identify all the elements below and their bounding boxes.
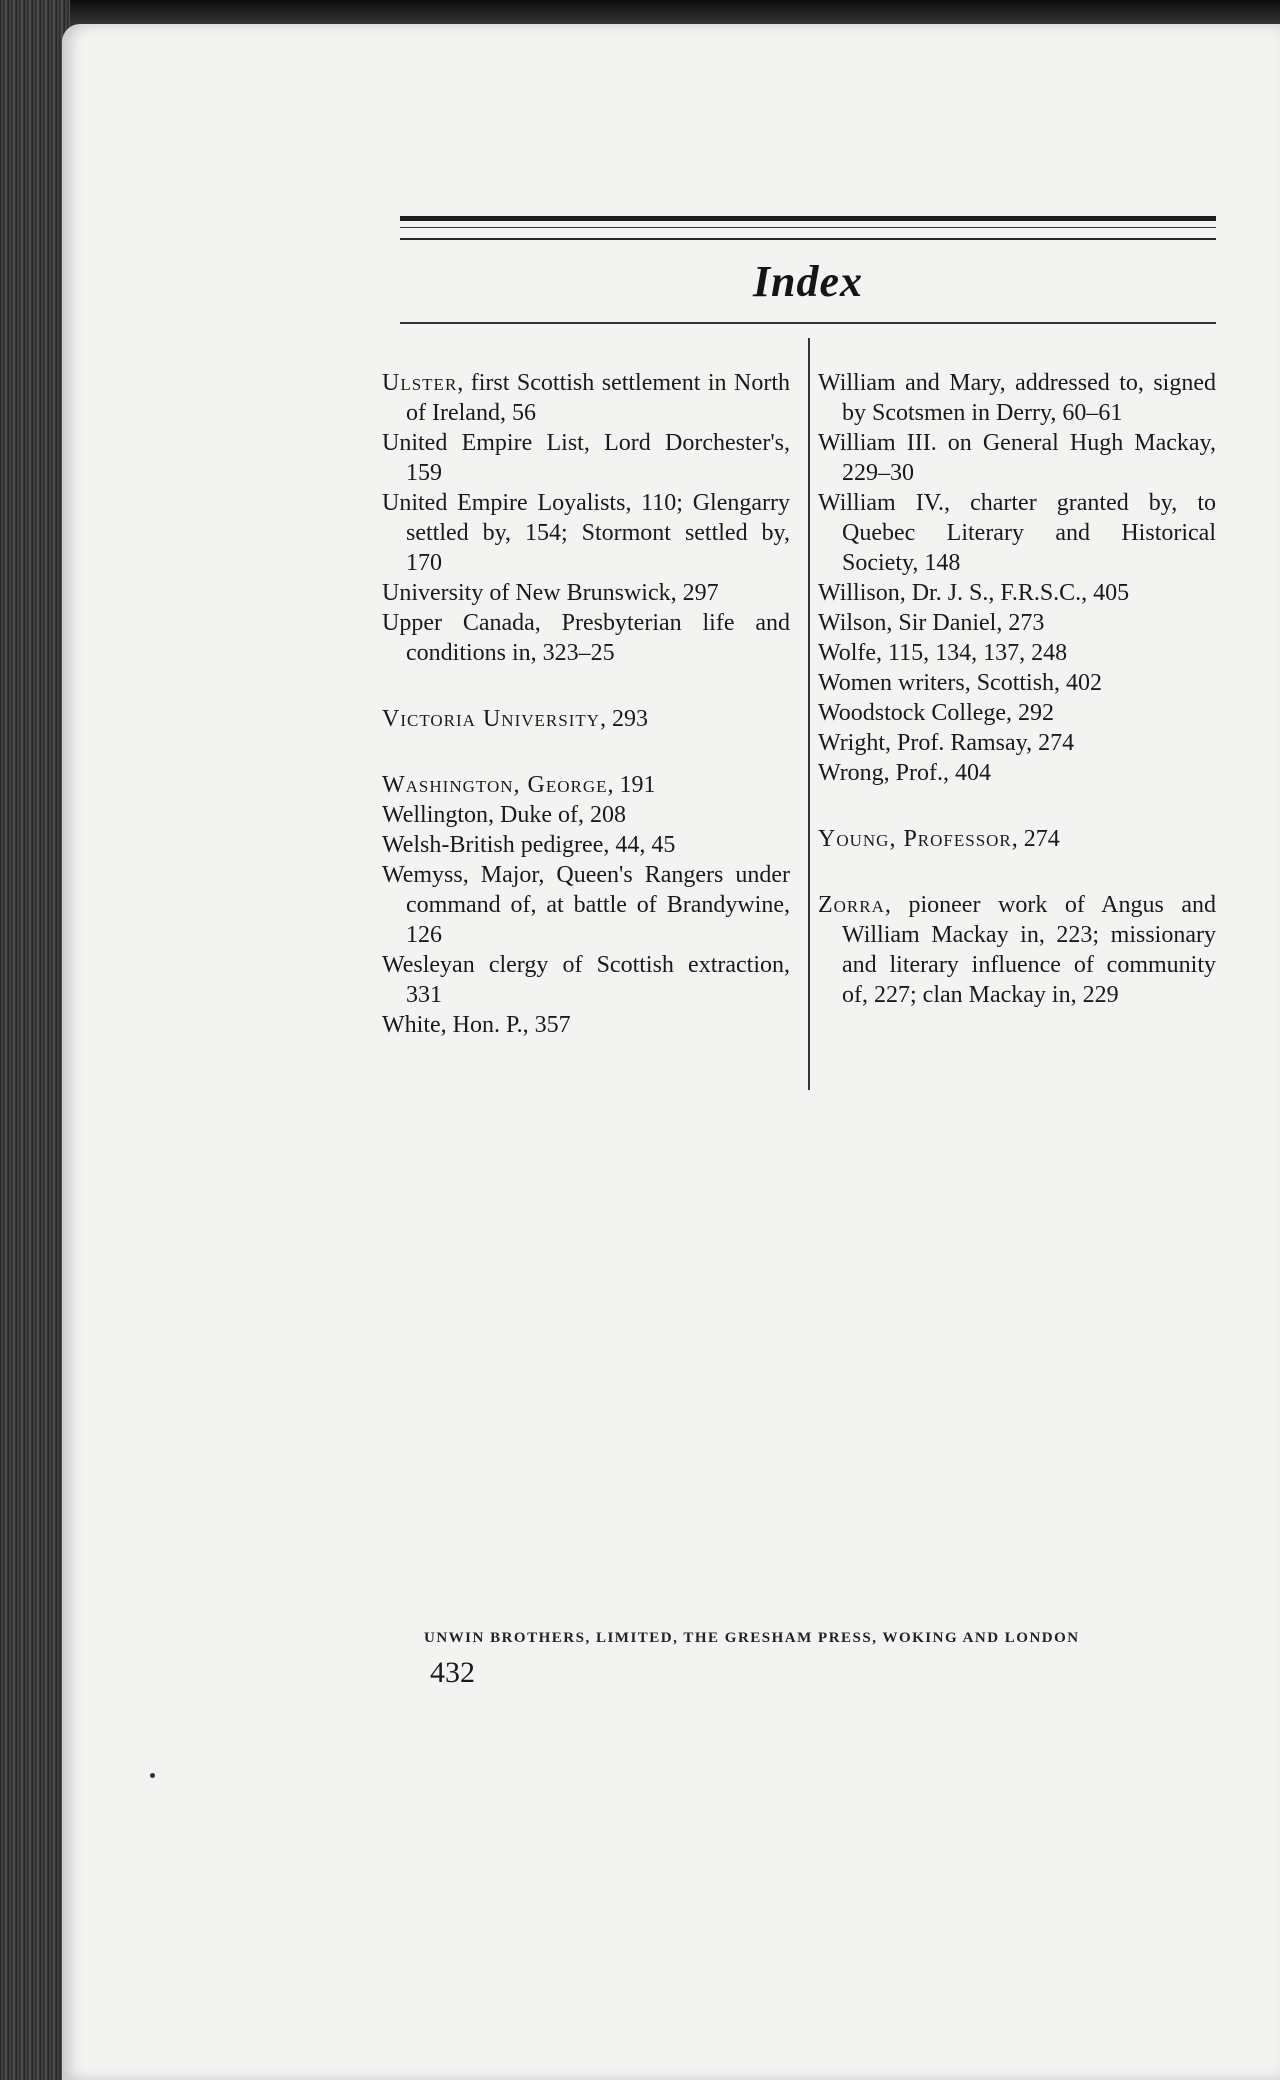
index-entry — [818, 368, 1216, 428]
index-entry — [818, 758, 1216, 788]
index-entry-text: , pioneer work of Angus and William Mackay in, 223; missionary and literary influence of community of, 227; clan Mackay in, 229 — [842, 892, 1216, 1008]
index-entry-text: Women writers, Scottish, 402 — [818, 670, 1103, 696]
entry-gap — [818, 854, 1216, 890]
index-entry-text: Wolfe, 115, 134, 137, 248 — [818, 640, 1068, 666]
index-entry — [382, 704, 790, 734]
page-title: Index — [752, 257, 864, 306]
index-entry — [382, 860, 790, 950]
index-column-right — [818, 368, 1216, 1010]
index-entry-head: Victoria University — [382, 706, 601, 732]
index-entry — [818, 668, 1216, 698]
index-entry-text: , first Scottish settlement in North of Ireland, 56 — [406, 370, 790, 426]
index-entry-text: , 274 — [1011, 826, 1060, 852]
index-entry — [382, 770, 790, 800]
index-entry-text: Wrong, Prof., 404 — [818, 760, 992, 786]
scan-speck — [150, 1773, 155, 1778]
index-entry-text: Woodstock College, 292 — [818, 700, 1055, 726]
index-entry-text: Willison, Dr. J. S., F.R.S.C., 405 — [818, 580, 1130, 606]
index-entry — [818, 638, 1216, 668]
index-entry-text: White, Hon. P., 357 — [382, 1012, 571, 1038]
index-entry-text: , 191 — [607, 772, 656, 798]
index-entry — [382, 488, 790, 578]
index-entry — [818, 608, 1216, 638]
index-entry — [818, 698, 1216, 728]
index-entry-head: Young, Professor — [818, 826, 1012, 852]
index-entry — [818, 428, 1216, 488]
column-divider — [808, 338, 810, 1090]
index-entry-head: Ulster — [382, 370, 458, 396]
index-entry — [382, 1010, 790, 1040]
index-entry-text: Wellington, Duke of, 208 — [382, 802, 627, 828]
index-entry-text: Upper Canada, Presbyterian life and conditions in, 323–25 — [382, 610, 790, 666]
book-spine-edge — [0, 0, 70, 2080]
index-column-left — [382, 368, 790, 1040]
index-entry — [382, 608, 790, 668]
header-rule-thin — [400, 227, 1216, 228]
index-entry — [818, 488, 1216, 578]
title-underline-rule — [400, 322, 1216, 324]
index-entry-text: United Empire List, Lord Dorchester's, 159 — [382, 430, 790, 486]
index-entry-text: Wright, Prof. Ramsay, 274 — [818, 730, 1075, 756]
index-entry — [382, 950, 790, 1010]
book-page — [62, 24, 1280, 2080]
entry-gap — [382, 668, 790, 704]
printer-imprint: UNWIN BROTHERS, LIMITED, THE GRESHAM PRESS, WOKING AND LONDON — [424, 1630, 1080, 1646]
header-rule-lower — [400, 238, 1216, 240]
header-rule-thick — [400, 216, 1216, 221]
index-entry-text: Wemyss, Major, Queen's Rangers under command of, at battle of Brandywine, 126 — [382, 862, 790, 948]
index-entry-text: Welsh-British pedigree, 44, 45 — [382, 832, 676, 858]
index-entry — [818, 824, 1216, 854]
index-entry — [382, 830, 790, 860]
index-entry — [382, 428, 790, 488]
index-entry-text: William IV., charter granted by, to Quebec Literary and Historical Society, 148 — [818, 490, 1216, 576]
index-entry-text: University of New Brunswick, 297 — [382, 580, 719, 606]
index-entry — [382, 800, 790, 830]
page-number: 432 — [430, 1656, 475, 1689]
entry-gap — [818, 788, 1216, 824]
index-entry-text: William and Mary, addressed to, signed by Scotsmen in Derry, 60–61 — [818, 370, 1216, 426]
index-entry-text: William III. on General Hugh Mackay, 229–30 — [818, 430, 1216, 486]
index-entry — [818, 728, 1216, 758]
index-entry-head: Zorra — [818, 892, 885, 918]
index-entry — [382, 368, 790, 428]
index-entry-text: Wilson, Sir Daniel, 273 — [818, 610, 1045, 636]
index-entry-text: , 293 — [600, 706, 649, 732]
index-entry-text: Wesleyan clergy of Scottish extraction, 331 — [382, 952, 790, 1008]
index-entry — [818, 890, 1216, 1010]
index-entry — [382, 578, 790, 608]
index-entry-head: Washington, George — [382, 772, 608, 798]
index-entry-text: United Empire Loyalists, 110; Glengarry settled by, 154; Stormont settled by, 170 — [382, 490, 790, 576]
index-entry — [818, 578, 1216, 608]
entry-gap — [382, 734, 790, 770]
